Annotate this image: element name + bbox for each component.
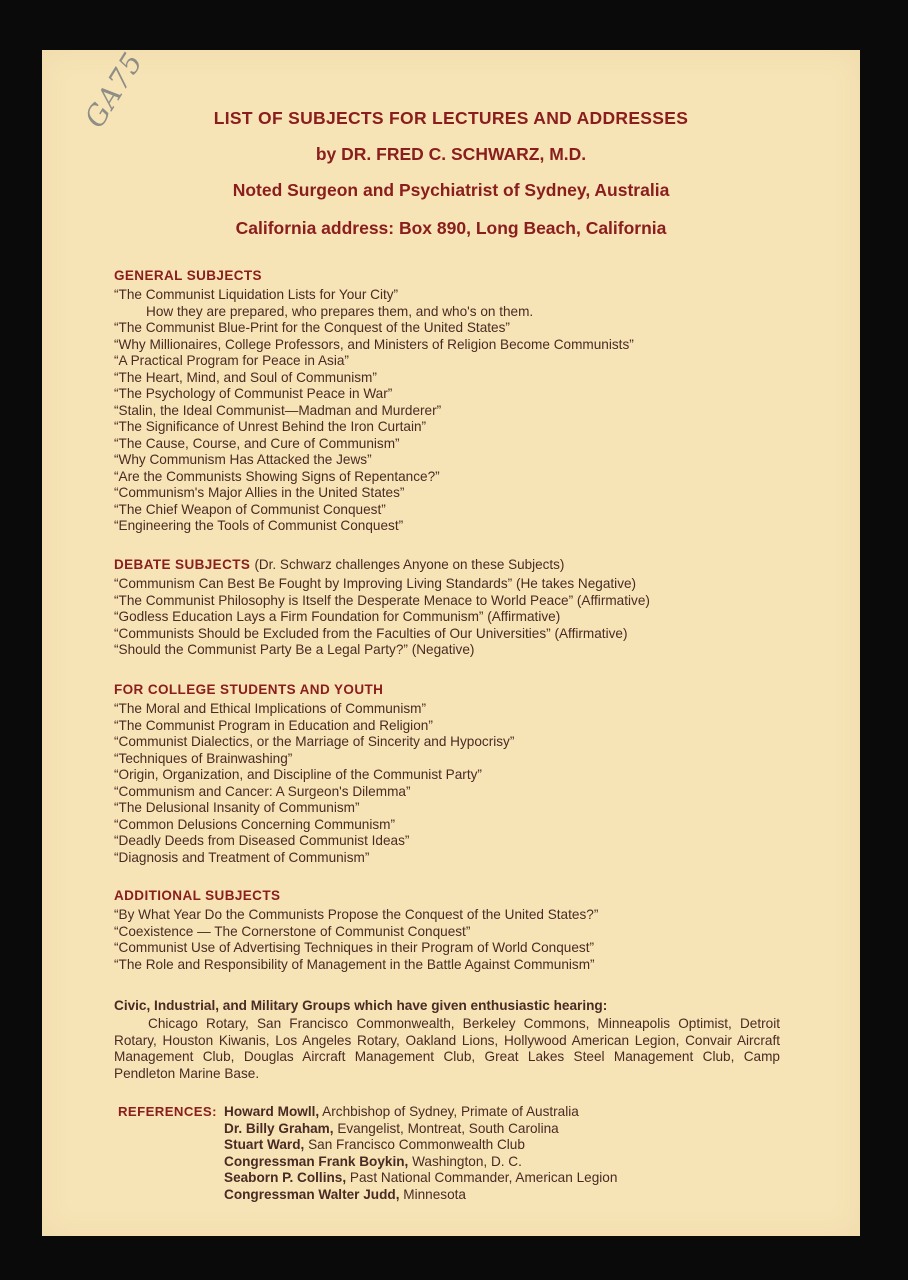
references-list (224, 1104, 764, 1204)
list-item: “The Psychology of Communist Peace in War” (114, 386, 393, 401)
list-item: “Communism Can Best Be Fought by Improving Living Standards” (He takes Negative) (114, 576, 637, 591)
groups-list: Chicago Rotary, San Francisco Commonwealth, Berkeley Commons, Minneapolis Optimist, Detroit Rotary, Houston Kiwanis, Los Angeles Rotary, Oakland Lions, Hollywood American Legion, Convair Aircraft Management Club, Douglas Aircraft Management Club, Great Lakes Steel Management Club, Camp Pendleton Marine Base. (114, 1016, 780, 1081)
debate-note: (Dr. Schwarz challenges Anyone on these Subjects) (254, 557, 565, 572)
reference-detail: Minnesota (399, 1186, 466, 1202)
list-item: “Diagnosis and Treatment of Communism” (114, 849, 370, 865)
debate-subjects-section (114, 557, 794, 659)
list-item: “The Communist Blue-Print for the Conquest of the United States” (114, 320, 510, 335)
list-item: “Why Millionaires, College Professors, and Ministers of Religion Become Communists” (114, 336, 634, 352)
reference-item (224, 1121, 764, 1138)
additional-subjects-section (114, 888, 794, 973)
list-item: “Techniques of Brainwashing” (114, 750, 293, 766)
list-item: “Origin, Organization, and Discipline of the Communist Party” (114, 767, 482, 782)
list-item: “By What Year Do the Communists Propose the Conquest of the United States?” (114, 907, 599, 922)
reference-name: Seaborn P. Collins, (224, 1170, 347, 1186)
list-item: “Deadly Deeds from Diseased Communist Ideas” (114, 833, 410, 848)
list-item: “The Significance of Unrest Behind the Iron Curtain” (114, 419, 427, 434)
author-credentials: Noted Surgeon and Psychiatrist of Sydney, Australia (232, 180, 670, 200)
list-item: “The Moral and Ethical Implications of Communism” (114, 701, 427, 716)
list-item: “Communism's Major Allies in the United States” (114, 485, 405, 500)
reference-item (224, 1170, 764, 1187)
general-subjects-section (114, 268, 794, 535)
document-title: LIST OF SUBJECTS FOR LECTURES AND ADDRESSES (213, 108, 689, 128)
author-address: California address: Box 890, Long Beach, California (235, 218, 667, 238)
groups-section (114, 998, 794, 1082)
list-item: “The Heart, Mind, and Soul of Communism” (114, 369, 377, 385)
list-item: “Coexistence — The Cornerstone of Communist Conquest” (114, 923, 471, 939)
groups-title: Civic, Industrial, and Military Groups which have given enthusiastic hearing: (114, 998, 608, 1013)
list-item: “The Communist Philosophy is Itself the Desperate Menace to World Peace” (Affirmative) (114, 592, 650, 608)
list-item: “The Role and Responsibility of Management in the Battle Against Communism” (114, 956, 595, 972)
list-item: “Communism and Cancer: A Surgeon's Dilemma” (114, 783, 411, 799)
reference-detail: Washington, D. C. (408, 1153, 522, 1169)
debate-title: DEBATE SUBJECTS (114, 557, 251, 572)
references-label: REFERENCES: (118, 1104, 217, 1119)
list-item: “A Practical Program for Peace in Asia” (114, 353, 349, 368)
reference-name: Stuart Ward, (224, 1137, 305, 1153)
list-item: “The Delusional Insanity of Communism” (114, 800, 360, 815)
list-item: “Godless Education Lays a Firm Foundation for Communism” (Affirmative) (114, 609, 561, 624)
author-line: by DR. FRED C. SCHWARZ, M.D. (315, 144, 587, 164)
reference-detail: San Francisco Commonwealth Club (304, 1137, 525, 1153)
reference-detail: Past National Commander, American Legion (346, 1170, 618, 1186)
list-item: “The Communist Program in Education and Religion” (114, 717, 433, 733)
section-title: FOR COLLEGE STUDENTS AND YOUTH (114, 682, 384, 697)
document-page (42, 46, 860, 1236)
list-item: “Should the Communist Party Be a Legal Party?” (Negative) (114, 642, 475, 657)
list-item: “Engineering the Tools of Communist Conquest” (114, 518, 404, 533)
section-title (114, 557, 794, 572)
list-item: “Are the Communists Showing Signs of Repentance?” (114, 468, 440, 484)
list-item: “Stalin, the Ideal Communist—Madman and Murderer” (114, 402, 442, 418)
reference-item (224, 1104, 764, 1121)
list-item: “Common Delusions Concerning Communism” (114, 816, 396, 832)
list-item-subtitle: How they are prepared, who prepares them, and who's on them. (146, 303, 534, 319)
list-item: “Communist Dialectics, or the Marriage of Sincerity and Hypocrisy” (114, 734, 515, 749)
list-item: “Why Communism Has Attacked the Jews” (114, 452, 372, 467)
reference-name: Congressman Frank Boykin, (224, 1153, 409, 1169)
reference-item (224, 1137, 764, 1154)
reference-item (224, 1154, 764, 1171)
list-item: “The Cause, Course, and Cure of Communism” (114, 435, 400, 451)
reference-name: Howard Mowll, (224, 1104, 320, 1119)
section-title: ADDITIONAL SUBJECTS (114, 888, 281, 903)
reference-name: Congressman Walter Judd, (224, 1186, 400, 1202)
list-item: “The Chief Weapon of Communist Conquest” (114, 501, 386, 517)
reference-item (224, 1187, 764, 1204)
list-item: “Communists Should be Excluded from the Faculties of Our Universities” (Affirmative) (114, 625, 628, 641)
list-item: “Communist Use of Advertising Techniques in their Program of World Conquest” (114, 940, 595, 955)
reference-detail: Evangelist, Montreat, South Carolina (333, 1120, 559, 1136)
reference-name: Dr. Billy Graham, (224, 1120, 334, 1136)
reference-detail: Archbishop of Sydney, Primate of Australia (319, 1104, 579, 1119)
college-subjects-section (114, 682, 794, 866)
pencil-annotation: GA75 (78, 46, 150, 134)
section-title: GENERAL SUBJECTS (114, 268, 262, 283)
list-item: “The Communist Liquidation Lists for Your City” (114, 287, 399, 302)
